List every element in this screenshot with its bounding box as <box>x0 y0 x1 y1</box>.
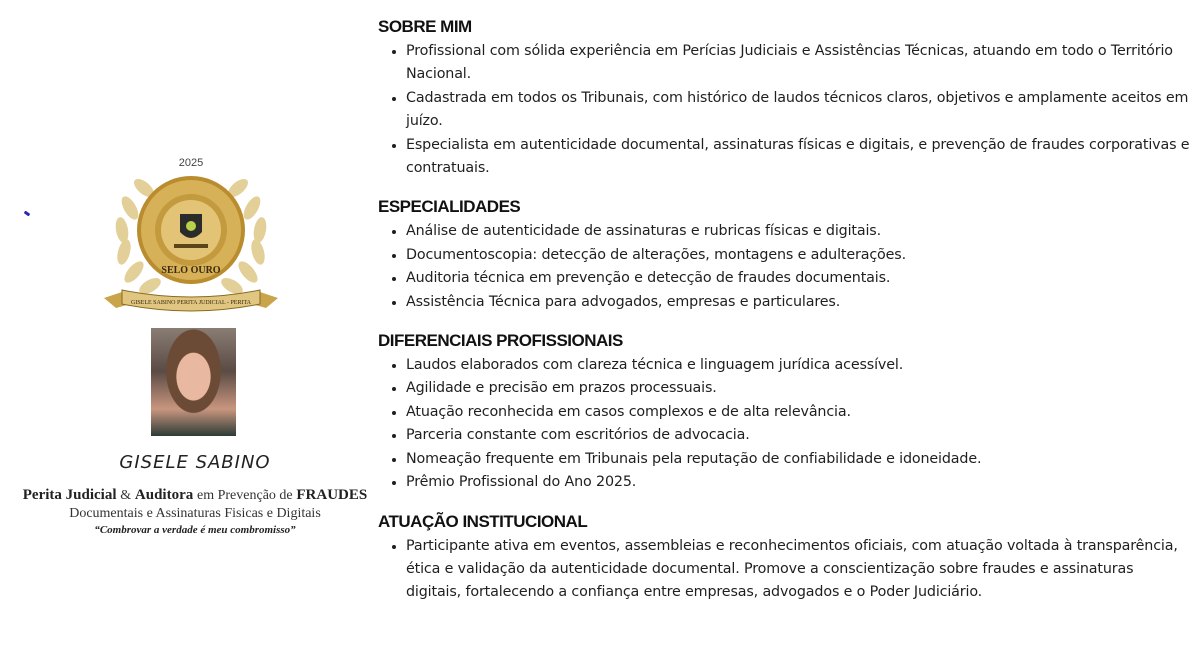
role-perita: Perita Judicial <box>22 487 117 503</box>
section-title-especialidades: ESPECIALIDADES <box>378 197 521 217</box>
list-item: • Auditoria técnica em prevenção e detecção de fraudes documentais. <box>406 267 1190 290</box>
profile-motto: “Combrovar a verdade é meu combromisso” <box>94 524 296 536</box>
list-item: • Prêmio Profissional do Ano 2025. <box>406 471 1190 494</box>
stray-mark <box>24 211 31 217</box>
list-item: • Assistência Técnica para advogados, empresas e particulares. <box>406 291 1190 314</box>
list-item: • Parceria constante com escritórios de advocacia. <box>406 424 1190 447</box>
list-item: • Participante ativa em eventos, assembleias e reconhecimentos oficiais, com atuação voltada à transparência, ética e validação da autenticidade documental. Promove a conscientização sobre fraudes e assinaturas digitais, fortalecendo a confiança entre empresas, advogados e o Poder Judiciário. <box>406 535 1190 605</box>
role-fraudes: FRAUDES <box>296 487 368 503</box>
profile-role-subline: Documentais e Assinaturas Fisicas e Digitais <box>69 506 321 521</box>
section-list-especialidades <box>378 220 1190 314</box>
content-column <box>378 14 1190 619</box>
svg-text:SELO OURO: SELO OURO <box>161 265 221 276</box>
section-list-atuacao <box>378 535 1190 605</box>
role-auditora: Auditora <box>134 487 194 503</box>
list-item: • Análise de autenticidade de assinaturas e rubricas físicas e digitais. <box>406 220 1190 243</box>
section-title-atuacao: ATUAÇÃO INSTITUCIONAL <box>378 511 588 531</box>
gold-seal-badge <box>100 148 282 318</box>
profile-role-line <box>0 487 390 504</box>
section-title-diferenciais: DIFERENCIAIS PROFISSIONAIS <box>378 331 623 351</box>
section-list-diferenciais <box>378 354 1190 494</box>
profile-column <box>0 0 390 654</box>
svg-text:GISELE SABINO PERITA JUDICIAL: GISELE SABINO PERITA JUDICIAL - PERITA <box>131 300 251 306</box>
list-item: • Atuação reconhecida em casos complexos e de alta relevância. <box>406 401 1190 424</box>
list-item: • Nomeação frequente em Tribunais pela reputação de confiabilidade e idoneidade. <box>406 448 1190 471</box>
list-item: • Especialista em autenticidade documental, assinaturas físicas e digitais, e prevenção de fraudes corporativas e contratuais. <box>406 134 1190 181</box>
list-item: • Profissional com sólida experiência em Perícias Judiciais e Assistências Técnicas, atuando em todo o Território Nacional. <box>406 40 1190 87</box>
list-item: • Laudos elaborados com clareza técnica e linguagem jurídica acessível. <box>406 354 1190 377</box>
section-list-sobre-mim <box>378 40 1190 180</box>
profile-photo <box>151 328 236 436</box>
list-item: • Agilidade e precisão em prazos processuais. <box>406 377 1190 400</box>
role-prevencao: em Prevenção de <box>197 488 293 503</box>
list-item: • Cadastrada em todos os Tribunais, com histórico de laudos técnicos claros, objetivos e amplamente aceitos em juízo. <box>406 87 1190 134</box>
list-item: • Documentoscopia: detecção de alterações, montagens e adulterações. <box>406 244 1190 267</box>
laurel-seal-icon <box>100 148 282 318</box>
role-amp: & <box>120 488 132 503</box>
section-title-sobre-mim: SOBRE MIM <box>378 17 472 36</box>
profile-name: GISELE SABINO <box>119 452 271 473</box>
svg-text:2025: 2025 <box>178 157 204 169</box>
